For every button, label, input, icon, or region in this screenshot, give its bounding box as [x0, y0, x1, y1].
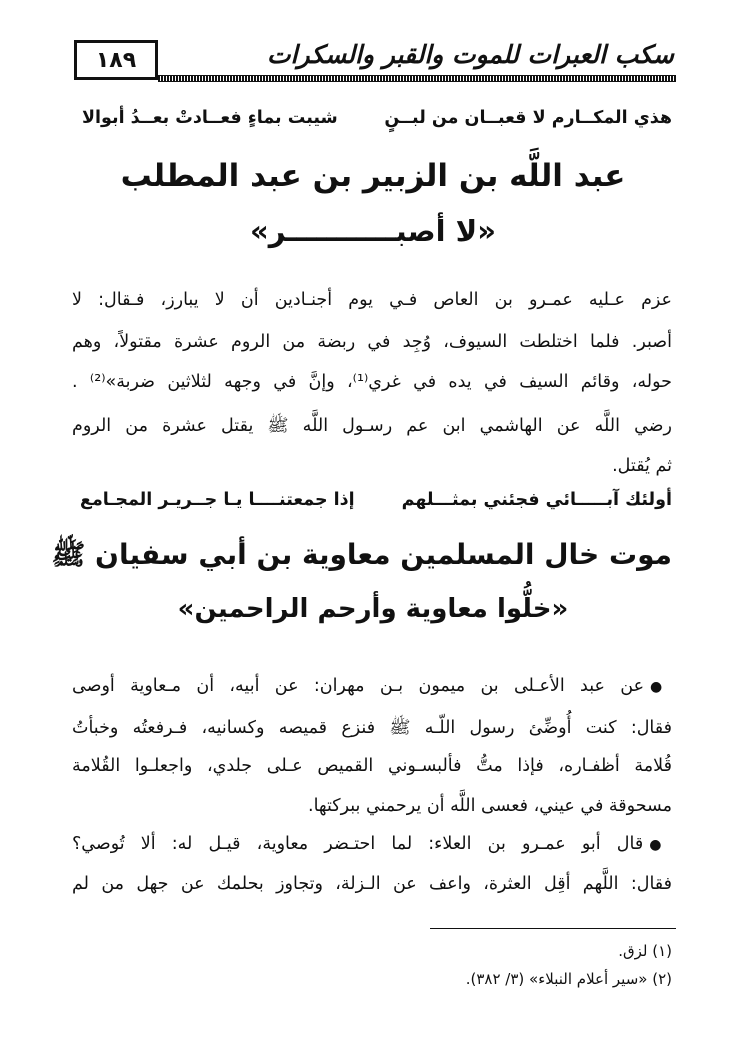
paragraph-line: ● عن عبد الأعـلى بن ميمون بـن مهران: عن أبيه، أن مـعاوية أوصى	[72, 676, 672, 696]
paragraph-line: فقال: كنت أُوضِّئ رسول اللّـه ﷺ فنزع قميصه وكسانيه، فـرفعتُه وخبأتُ	[72, 718, 672, 738]
footnote-rule	[430, 928, 676, 929]
paragraph-line: عزم عـليه عمـرو بن العاص فـي يوم أجنـادين أن لا يبارز، فـقال: لا	[72, 290, 672, 310]
paragraph-line: رضي اللَّه عن الهاشمي ابن عم رسـول اللَّه ﷺ يقتل عشرة من الروم	[72, 416, 672, 436]
verse-right-hemistich: أولئك آبـــــائي فجئني بمثـــلهم	[401, 490, 672, 510]
paragraph-line: أصبر. فلما اختلطت السيوف، وُجِد في ربضة من الروم عشرة مقتولاً، وهم	[72, 332, 672, 352]
paragraph-line: فقال: اللَّهم أقِل العثرة، واعف عن الـزلة، وتجاوز بحلمك عن جهل من لم	[72, 874, 672, 894]
verse-left-hemistich: شيبت بماءٍ فعــادتْ بعــدُ أبوالا	[82, 108, 338, 128]
verse-left-hemistich: إذا جمعتنــــا يـا جــريـر المجـامع	[80, 490, 355, 510]
paragraph-line: مسحوقة في عيني، فعسى اللَّه أن يرحمني ببركتها.	[308, 796, 672, 816]
paragraph-line: ثم يُقتل.	[612, 456, 672, 476]
paragraph-line: قُلامة أظفـاره، فإذا متُّ فألبسـوني القميص عـلى جلدي، واجعلـوا القُلامة	[72, 756, 672, 776]
footnote: (١) لزق.	[618, 942, 672, 960]
section-title: موت خال المسلمين معاوية بن أبي سفيان ﷺ	[51, 538, 672, 571]
section-subtitle: «خلُّوا معاوية وأرحم الراحمين»	[177, 594, 569, 624]
paragraph-line: ● قال أبو عمـرو بن العلاء: لما احتـضر معاوية، قيـل له: ألا تُوصي؟	[72, 834, 672, 854]
section-title: عبد اللَّه بن الزبير بن عبد المطلب	[120, 158, 626, 194]
header-rule	[158, 75, 676, 82]
running-title: سكب العبرات للموت والقبر والسكرات	[267, 40, 674, 69]
verse-right-hemistich: هذي المكــارم لا قعبــان من لبــنٍ	[384, 108, 672, 128]
paragraph-line: حوله، وقائم السيف في يده في غري⁽¹⁾، وإنَّ في وجهه لثلاثين ضربة»⁽²⁾ .	[72, 372, 672, 392]
section-subtitle: «لا أصبـــــــــــر»	[249, 214, 497, 248]
page-number: ١٨٩	[74, 40, 158, 80]
footnote: (٢) «سير أعلام النبلاء» (٣/ ٣٨٢).	[465, 970, 672, 988]
